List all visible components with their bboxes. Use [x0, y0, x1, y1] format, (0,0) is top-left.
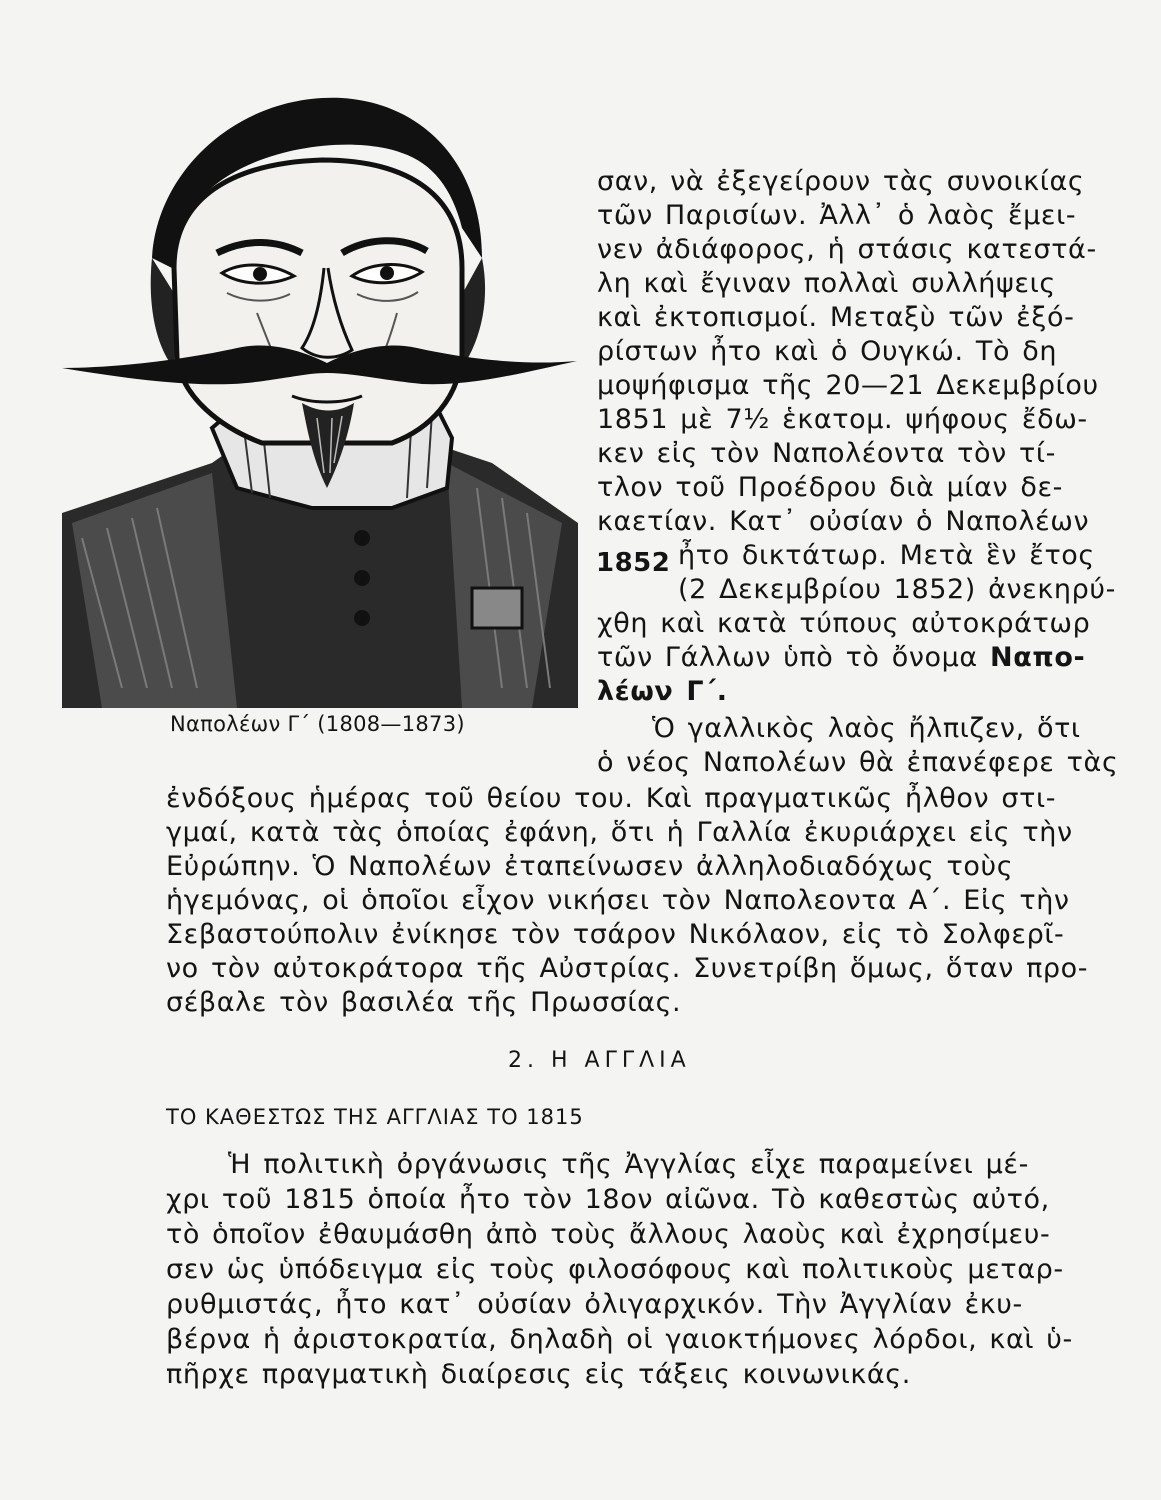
text-line: σαν, νὰ ἐξεγείρουν τὰς συνοικίας [597, 166, 1085, 197]
text-line: χθη καὶ κατὰ τύπους αὐτοκράτωρ [597, 608, 1091, 639]
text-line-full: τὸ ὁποῖον ἐθαυμάσθη ἀπὸ τοὺς ἄλλους λαοὺς καὶ ἐχρησίμευ- [166, 1219, 1051, 1250]
text-line-bold-name [597, 675, 728, 709]
napoleon-iii-portrait-engraving [62, 68, 578, 708]
text-line-full: πῆρχε πραγματικὴ διαίρεσις εἰς τάξεις κοινωνικάς. [166, 1359, 911, 1390]
section-heading: 2. Η ΑΓΓΛΙΑ [508, 1048, 691, 1073]
text-line-full: ἡγεμόνας, οἱ ὁποῖοι εἶχον νικήσει τὸν Ναπολεοντα Α΄. Εἰς τὴν [166, 885, 1070, 916]
portrait-caption: Ναπολέων Γ΄ (1808—1873) [170, 712, 465, 736]
margin-year-label: 1852 [596, 548, 671, 578]
text-line: λη καὶ ἔγιναν πολλαὶ συλλήψεις [597, 268, 1056, 299]
text-line: ὁ νέος Ναπολέων θὰ ἐπανέφερε τὰς [597, 747, 1119, 778]
text-line-full: νο τὸν αὐτοκράτορα τῆς Αὐστρίας. Συνετρίβη ὅμως, ὅταν προ- [166, 953, 1089, 984]
text-line-full: χρι τοῦ 1815 ὁποία ἦτο τὸν 18ον αἰῶνα. Τὸ καθεστὼς αὐτό, [166, 1184, 1050, 1215]
text-line-full: γμαί, κατὰ τὰς ὁποίας ἐφάνη, ὅτι ἡ Γαλλία ἐκυριάρχει εἰς τὴν [166, 817, 1073, 848]
text-line: καὶ ἐκτοπισμοί. Μεταξὺ τῶν ἐξό- [597, 302, 1075, 333]
text-line: κεν εἰς τὸν Ναπολέοντα τὸν τί- [597, 438, 1056, 469]
text-line-full: ἐνδόξους ἡμέρας τοῦ θείου του. Καὶ πραγματικῶς ἦλθον στι- [166, 783, 1057, 814]
text-line-indented: (2 Δεκεμβρίου 1852) ἀνεκηρύ- [678, 574, 1116, 605]
text-line: καετίαν. Κατ᾿ οὐσίαν ὁ Ναπολέων [597, 506, 1090, 537]
text-line: τῶν Παρισίων. Ἀλλ᾿ ὁ λαὸς ἔμει- [597, 200, 1077, 231]
text-line: μοψήφισμα τῆς 20—21 Δεκεμβρίου [597, 370, 1099, 401]
text-line-full: σέβαλε τὸν βασιλέα τῆς Πρωσσίας. [166, 987, 682, 1018]
subheading: ΤΟ ΚΑΘΕΣΤΩΣ ΤΗΣ ΑΓΓΛΙΑΣ ΤΟ 1815 [166, 1105, 584, 1129]
text-line: τλον τοῦ Προέδρου διὰ μίαν δε- [597, 472, 1064, 503]
text-line-indented: ἦτο δικτάτωρ. Μετὰ ἓν ἔτος [678, 540, 1095, 571]
text-line-full: βέρνα ἡ ἀριστοκρατία, δηλαδὴ οἱ γαιοκτήμονες λόρδοι, καὶ ὑ- [166, 1324, 1073, 1355]
text-line: νεν ἀδιάφορος, ἡ στάσις κατεστά- [597, 234, 1097, 265]
bold-name-part2: λέων Γ΄. [597, 676, 728, 707]
bold-name-part1: Ναπο- [990, 642, 1086, 673]
text-line-full: σεν ὡς ὑπόδειγμα εἰς τοὺς φιλοσόφους καὶ πολιτικοὺς μεταρ- [166, 1254, 1064, 1285]
text-fragment: τῶν Γάλλων ὑπὸ τὸ ὄνομα [597, 642, 978, 673]
text-line: ρίστων ἦτο καὶ ὁ Ουγκώ. Τὸ δη [597, 336, 1058, 367]
paragraph-start-line: Ὁ γαλλικὸς λαὸς ἤλπιζεν, ὅτι [652, 713, 1081, 744]
text-line: 1851 μὲ 7½ ἑκατομ. ψήφους ἔδω- [597, 404, 1088, 435]
england-paragraph-start: Ἡ πολιτικὴ ὀργάνωσις τῆς Ἀγγλίας εἶχε παραμείνει μέ- [228, 1149, 1029, 1180]
text-line-full: ρυθμιστάς, ἦτο κατ᾿ οὐσίαν ὀλιγαρχικόν. Τὴν Ἀγγλίαν ἐκυ- [166, 1289, 1023, 1320]
text-line-full: Εὐρώπην. Ὁ Ναπολέων ἐταπείνωσεν ἀλληλοδιαδόχως τοὺς [166, 851, 1014, 882]
text-line-full: Σεβαστούπολιν ἐνίκησε τὸν τσάρον Νικόλαον, εἰς τὸ Σολφερῖ- [166, 919, 1065, 950]
text-line-with-name [597, 641, 1085, 675]
